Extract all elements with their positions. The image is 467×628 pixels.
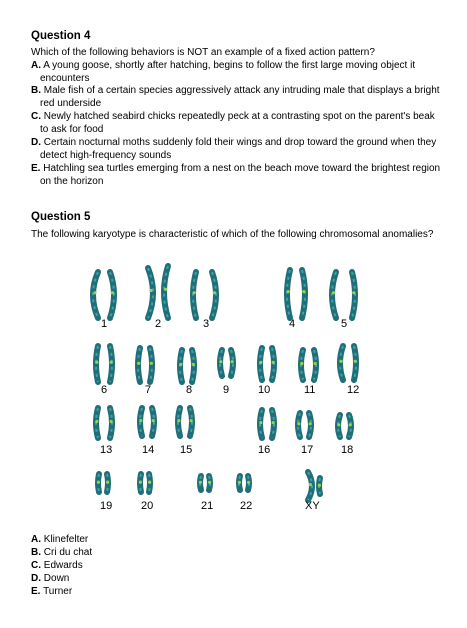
- chromosome-band-spot: [106, 481, 109, 484]
- chromosome-band-spot: [199, 481, 202, 484]
- chromosome-band-spot: [177, 419, 180, 422]
- chromosome-band-spot: [272, 421, 275, 424]
- karyotype-label-6: 6: [101, 384, 108, 396]
- option-text: Certain nocturnal moths suddenly fold their wings and drop toward the ground when they: [43, 137, 437, 148]
- chromosome-band-spot: [110, 361, 113, 364]
- chromosome-band-spot: [97, 481, 100, 484]
- karyotype-chromosomes: [93, 266, 360, 500]
- karyotype-label-14: 14: [142, 444, 155, 456]
- karyotype-label-17: 17: [301, 444, 314, 456]
- karyotype-label-15: 15: [180, 444, 193, 456]
- karyotype-label-10: 10: [258, 384, 271, 396]
- chromosome-band-spot: [287, 290, 290, 293]
- question-4-title: Question 4: [31, 30, 91, 42]
- chromosome-band-spot: [259, 421, 262, 424]
- q5-option-d: [31, 573, 69, 585]
- option-text: A young goose, shortly after hatching, begins to follow the first large moving object it: [43, 60, 416, 71]
- karyotype-label-9: 9: [223, 384, 230, 396]
- option-text: Newly hatched seabird chicks repeatedly peck at a contrasting spot on the parent's beak: [43, 111, 435, 122]
- chromosome-band-spot: [318, 484, 321, 487]
- chromosome-band-spot: [337, 423, 340, 426]
- option-text-cont: red underside: [40, 97, 102, 109]
- option-letter: D.: [31, 573, 41, 584]
- option-text: Klinefelter: [43, 534, 89, 545]
- chromosome-band-spot: [137, 362, 140, 365]
- option-text-cont: encounters: [40, 72, 90, 84]
- karyotype-label-2: 2: [155, 318, 162, 330]
- chromosome-band-spot: [192, 363, 195, 366]
- chromosome-band-spot: [309, 422, 312, 425]
- chromosome-band-spot: [149, 289, 152, 292]
- option-letter: B.: [31, 547, 41, 558]
- chromosome-band-spot: [152, 419, 155, 422]
- option-letter: E.: [31, 163, 41, 174]
- option-letter: A.: [31, 534, 41, 545]
- question-5-stem: The following karyotype is characteristic of which of the following chromosomal anomalies?: [31, 229, 434, 240]
- karyotype-label-8: 8: [186, 384, 193, 396]
- karyotype-label-19: 19: [100, 500, 113, 512]
- chromosome-band-spot: [272, 361, 275, 364]
- karyotype-label-3: 3: [203, 318, 210, 330]
- karyotype-label-18: 18: [341, 444, 354, 456]
- chromosome-band-spot: [297, 422, 300, 425]
- chromosome-band-spot: [208, 481, 211, 484]
- option-letter: C.: [31, 111, 41, 122]
- chromosome-band-spot: [349, 423, 352, 426]
- chromosome-band-spot: [213, 291, 216, 294]
- option-text: Hatchling sea turtles emerging from a nest on the beach move toward the brightest region: [43, 163, 441, 174]
- option-letter: E.: [31, 586, 41, 597]
- karyotype-label-4: 4: [289, 318, 296, 330]
- chromosome-band-spot: [354, 360, 357, 363]
- option-text: Down: [43, 573, 70, 584]
- chromosome-band-spot: [247, 481, 250, 484]
- option-letter: C.: [31, 560, 41, 571]
- chromosome-band-spot: [332, 291, 335, 294]
- chromosome-band-spot: [179, 363, 182, 366]
- chromosome-band-spot: [238, 481, 241, 484]
- question-4-stem: Which of the following behaviors is NOT an example of a fixed action pattern?: [31, 47, 375, 58]
- chromosome-band-spot: [340, 360, 343, 363]
- option-text: Edwards: [43, 560, 83, 571]
- karyotype-label-5: 5: [341, 318, 348, 330]
- chromosome-band-spot: [110, 420, 113, 423]
- option-text-cont: on the horizon: [40, 175, 104, 187]
- karyotype-label-1: 1: [101, 318, 108, 330]
- option-text-cont: detect high-frequency sounds: [40, 149, 172, 161]
- chromosome-band-spot: [300, 362, 303, 365]
- q5-option-c: [31, 560, 83, 572]
- question-5-title: Question 5: [31, 211, 91, 223]
- karyotype-label-7: 7: [145, 384, 152, 396]
- karyotype-label-22: 22: [240, 500, 253, 512]
- karyotype-label-20: 20: [141, 500, 154, 512]
- chromosome-band-spot: [139, 481, 142, 484]
- chromosome-band-spot: [309, 483, 312, 486]
- option-text: Turner: [43, 586, 73, 597]
- chromosome-band-spot: [259, 361, 262, 364]
- chromosome-band-spot: [93, 291, 96, 294]
- chromosome-band-spot: [95, 420, 98, 423]
- option-letter: B.: [31, 85, 41, 96]
- q5-option-a: [31, 534, 88, 546]
- q5-option-e: [31, 586, 72, 598]
- option-letter: A.: [31, 60, 41, 71]
- karyotype-label-21: 21: [201, 500, 214, 512]
- chromosome-band-spot: [193, 291, 196, 294]
- q5-option-b: [31, 547, 92, 559]
- chromosome-band-spot: [95, 361, 98, 364]
- chromosome-band-spot: [302, 290, 305, 293]
- chromosome-band-spot: [150, 362, 153, 365]
- option-text: Male fish of a certain species aggressively attack any intruding male that displays a bright: [43, 85, 440, 96]
- chromosome-band-spot: [352, 291, 355, 294]
- chromosome-band-spot: [231, 360, 234, 363]
- karyotype-label-13: 13: [100, 444, 113, 456]
- karyotype-label-16: 16: [258, 444, 271, 456]
- karyotype-label-11: 11: [304, 384, 316, 396]
- chromosome-band-spot: [314, 362, 317, 365]
- option-letter: D.: [31, 137, 41, 148]
- option-text: Cri du chat: [43, 547, 93, 558]
- chromosome-band-spot: [219, 360, 222, 363]
- chromosome-band-spot: [111, 291, 114, 294]
- chromosome-band-spot: [164, 288, 167, 291]
- chromosome-band-spot: [190, 419, 193, 422]
- chromosome-band-spot: [139, 419, 142, 422]
- option-text-cont: to ask for food: [40, 123, 104, 135]
- karyotype-label-12: 12: [347, 384, 360, 396]
- karyotype-label-xy: XY: [305, 500, 320, 512]
- chromosome-band-spot: [148, 481, 151, 484]
